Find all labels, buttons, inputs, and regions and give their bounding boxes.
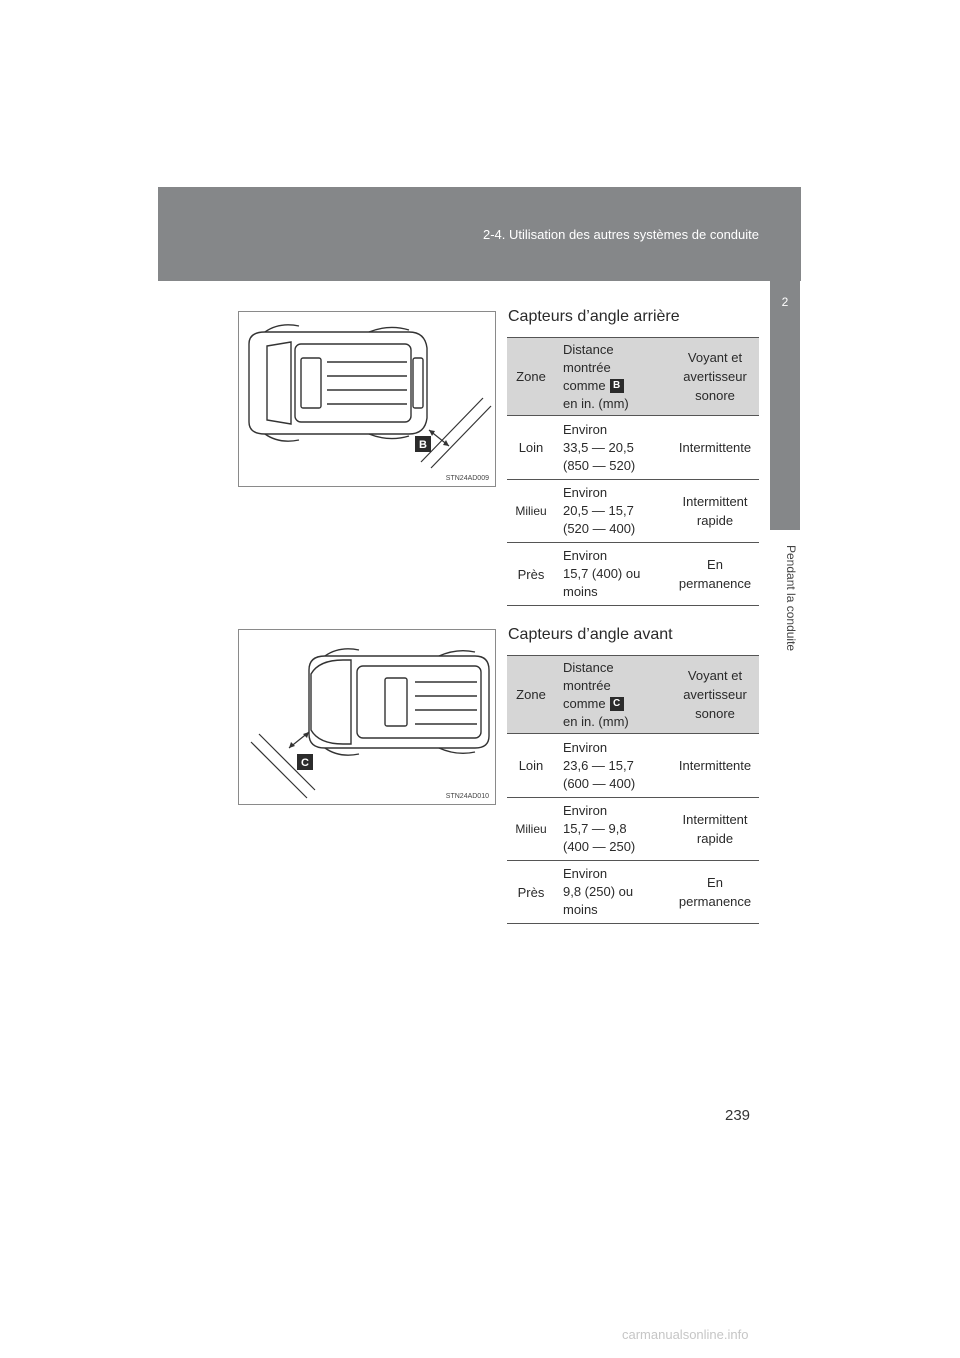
indicator-cell: En permanence [671, 543, 759, 606]
chapter-tab [770, 265, 800, 530]
distance-cell: Environ 15,7 — 9,8 (400 — 250) [555, 798, 671, 861]
figure-code: STN24AD010 [445, 793, 489, 800]
front-sensors-table [507, 655, 759, 924]
indicator-cell: Intermittent rapide [671, 798, 759, 861]
figure-front-corner-sensor [238, 629, 496, 805]
header-zone: Zone [507, 656, 555, 734]
table-row [507, 798, 759, 861]
indicator-cell: Intermittent rapide [671, 480, 759, 543]
distance-cell: Environ 23,6 — 15,7 (600 — 400) [555, 734, 671, 798]
vehicle-top-view-rear-illustration [239, 312, 495, 486]
table-row [507, 480, 759, 543]
marker-c-icon: C [610, 697, 624, 711]
header-zone: Zone [507, 338, 555, 416]
table-header-row [507, 338, 759, 416]
marker-b-icon: B [610, 379, 624, 393]
zone-cell: Milieu [507, 480, 555, 543]
header-indicator: Voyant et avertisseur sonore [671, 656, 759, 734]
table-row [507, 416, 759, 480]
zone-cell: Loin [507, 416, 555, 480]
zone-cell: Près [507, 861, 555, 924]
watermark-link[interactable]: carmanualsonline.info [622, 1327, 749, 1342]
rear-sensors-title: Capteurs d’angle arrière [508, 308, 680, 325]
table-row [507, 734, 759, 798]
indicator-cell: Intermittente [671, 416, 759, 480]
chapter-title: Pendant la conduite [784, 545, 798, 652]
zone-cell: Près [507, 543, 555, 606]
distance-cell: Environ 9,8 (250) ou moins [555, 861, 671, 924]
header-indicator: Voyant et avertisseur sonore [671, 338, 759, 416]
figure-rear-corner-sensor [238, 311, 496, 487]
vehicle-top-view-front-illustration [239, 630, 495, 804]
table-header-row [507, 656, 759, 734]
indicator-cell: Intermittente [671, 734, 759, 798]
zone-cell: Loin [507, 734, 555, 798]
rear-sensors-table [507, 337, 759, 606]
distance-cell: Environ 20,5 — 15,7 (520 — 400) [555, 480, 671, 543]
section-title: 2-4. Utilisation des autres systèmes de conduite [482, 227, 759, 242]
page-number: 239 [725, 1107, 751, 1124]
figure-marker-label: C [301, 757, 309, 769]
indicator-cell: En permanence [671, 861, 759, 924]
front-sensors-title: Capteurs d’angle avant [508, 626, 673, 643]
header-distance: Distance montrée comme C en in. (mm) [555, 656, 671, 734]
distance-cell: Environ 33,5 — 20,5 (850 — 520) [555, 416, 671, 480]
zone-cell: Milieu [507, 798, 555, 861]
figure-marker-label: B [419, 439, 427, 451]
chapter-number: 2 [781, 295, 789, 309]
header-distance: Distance montrée comme B en in. (mm) [555, 338, 671, 416]
figure-code: STN24AD009 [445, 475, 489, 482]
table-row [507, 861, 759, 924]
distance-cell: Environ 15,7 (400) ou moins [555, 543, 671, 606]
table-row [507, 543, 759, 606]
section-header [158, 187, 801, 281]
